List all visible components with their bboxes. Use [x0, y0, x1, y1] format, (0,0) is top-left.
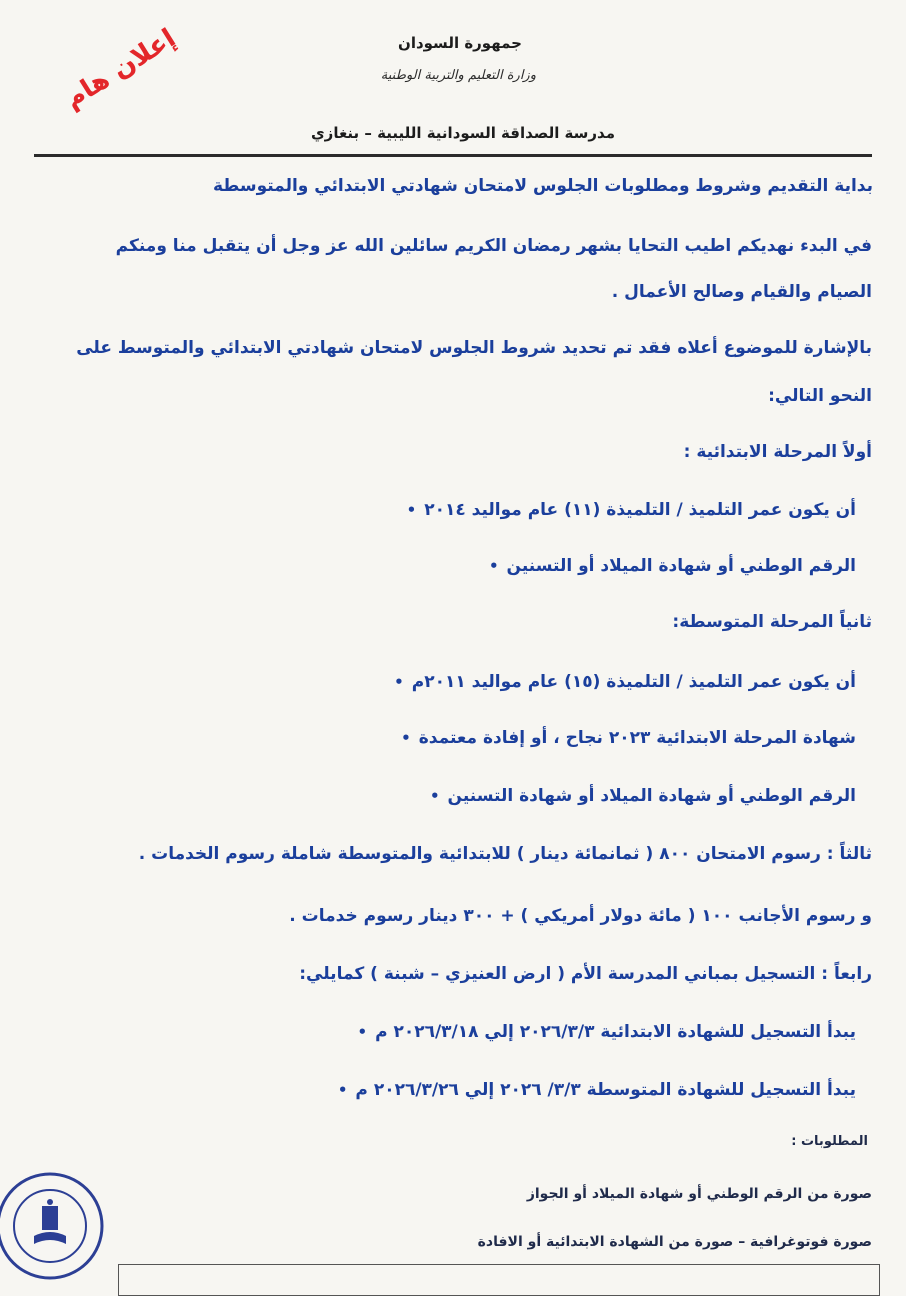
intermediate-stage-title: ثانياً المرحلة المتوسطة: [672, 612, 872, 632]
document-title: بداية التقديم وشروط ومطلوبات الجلوس لامتحان شهادتي الابتدائي والمتوسطة [213, 176, 873, 196]
primary-item-age: أن يكون عمر التلميذ / التلميذة (١١) عام مواليد ٢٠١٤ • [407, 500, 856, 520]
primary-item-id: الرقم الوطني أو شهادة الميلاد أو التسنين • [489, 556, 856, 576]
greeting-line-2: الصيام والقيام وصالح الأعمال . [611, 282, 872, 302]
intermediate-item-certificate: شهادة المرحلة الابتدائية ٢٠٢٣ نجاح ، أو إفادة معتمدة • [401, 728, 856, 748]
greeting-line-1: في البدء نهديكم اطيب التحايا بشهر رمضان الكريم سائلين الله عز وجل أن يتقبل منا ومنكم [115, 236, 872, 256]
fees-line-2: و رسوم الأجانب ١٠٠ ( مائة دولار أمريكي ) + ٣٠٠ دينار رسوم خدمات . [289, 906, 872, 926]
header-divider [34, 154, 872, 157]
intermediate-item-age: أن يكون عمر التلميذ / التلميذة (١٥) عام مواليد ٢٠١١م • [394, 672, 856, 692]
school-stamp [0, 1162, 112, 1280]
important-notice-label: إعلان هام [59, 23, 182, 115]
registration-item-intermediate: يبدأ التسجيل للشهادة المتوسطة ٣/٣/ ٢٠٢٦ إلي ٢٠٢٦/٣/٢٦ م • [338, 1080, 856, 1100]
bottom-frame [118, 1264, 880, 1296]
registration-title: رابعاً : التسجيل بمباني المدرسة الأم ( ارض العنيزي – شبنة ) كمايلي: [299, 964, 872, 984]
primary-stage-title: أولاً المرحلة الابتدائية : [683, 442, 872, 462]
reference-line-1: بالإشارة للموضوع أعلاه فقد تم تحديد شروط الجلوس لامتحان شهادتي الابتدائي والمتوسط على [76, 338, 872, 358]
header-school: مدرسة الصداقة السودانية الليبية – بنغازي [310, 124, 615, 142]
requirements-title: المطلوبات : [791, 1134, 868, 1149]
requirement-item-photo: صورة فوتوغرافية – صورة من الشهادة الابتدائية أو الافادة [477, 1234, 872, 1250]
intermediate-item-id: الرقم الوطني أو شهادة الميلاد أو شهادة التسنين • [430, 786, 856, 806]
requirement-item-id: صورة من الرقم الوطني أو شهادة الميلاد أو الجواز [526, 1186, 872, 1202]
header-ministry: وزارة التعليم والتربية الوطنية [380, 68, 536, 83]
reference-line-2: النحو التالي: [768, 386, 872, 406]
fees-line-1: ثالثاً : رسوم الامتحان ٨٠٠ ( ثمانمائة دينار ) للابتدائية والمتوسطة شاملة رسوم الخدمات . [138, 844, 872, 864]
header-country: جمهورة السودان [398, 34, 522, 52]
registration-item-primary: يبدأ التسجيل للشهادة الابتدائية ٢٠٢٦/٣/٣ إلي ٢٠٢٦/٣/١٨ م • [357, 1022, 856, 1042]
